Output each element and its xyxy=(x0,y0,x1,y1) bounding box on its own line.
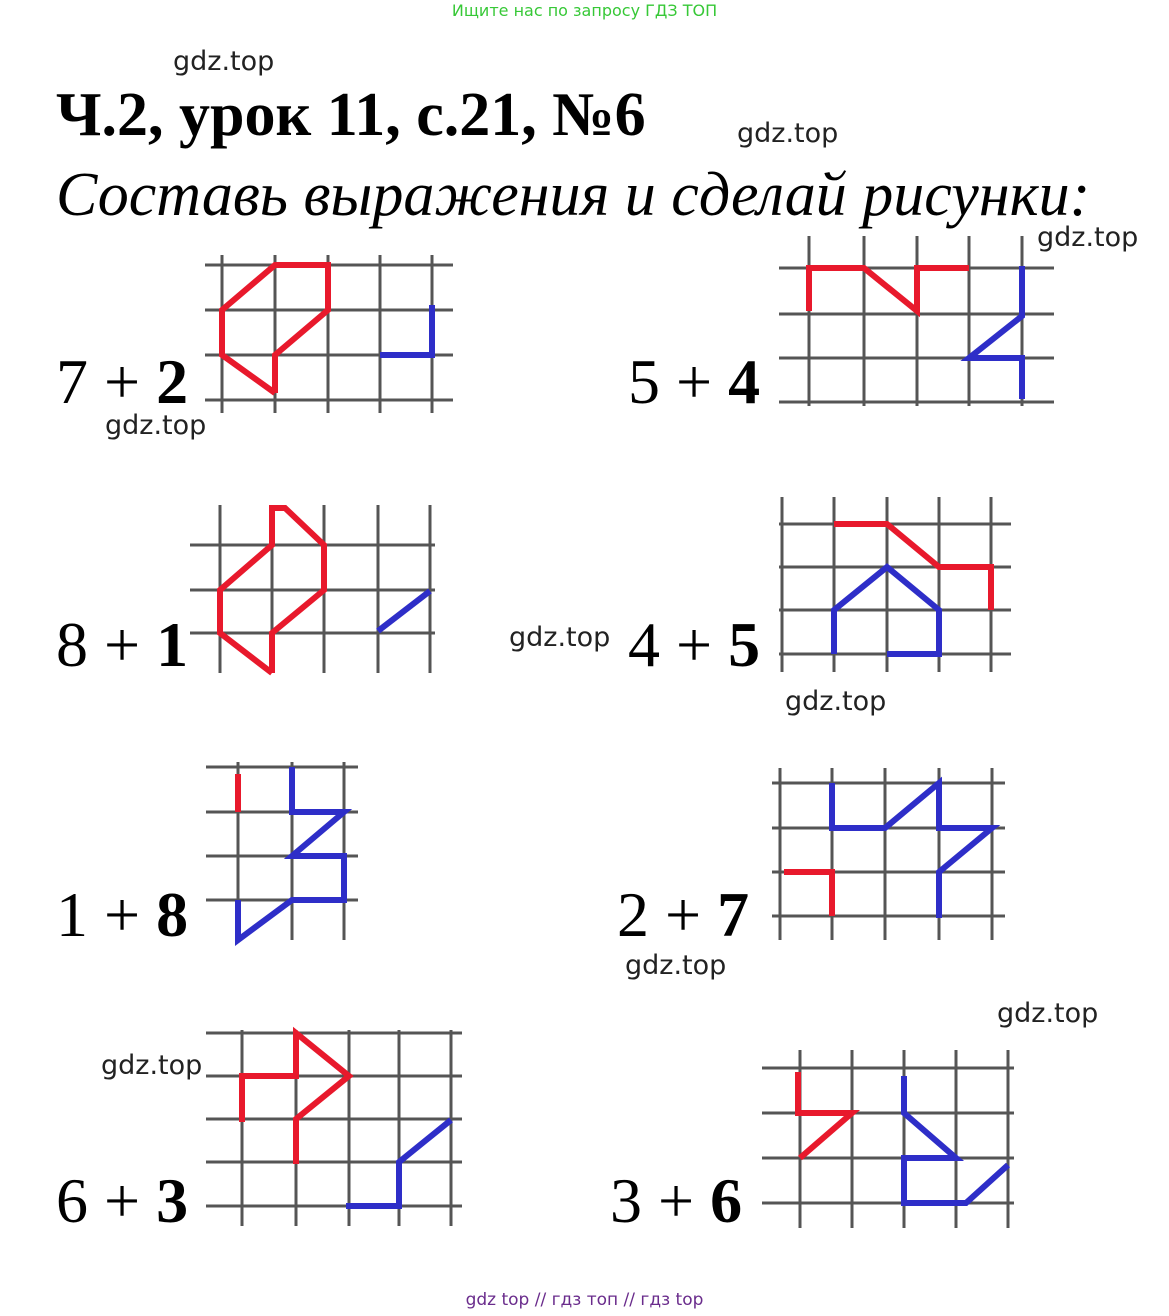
footer-links[interactable]: gdz top // гдз топ // гдз top xyxy=(465,1290,704,1310)
grid-drawing-8 xyxy=(762,1050,1014,1228)
watermark: gdz.top xyxy=(625,950,727,981)
expression-1: 7 + 2 xyxy=(56,346,189,417)
expression-2: 5 + 4 xyxy=(628,346,761,417)
watermark: gdz.top xyxy=(105,410,207,441)
grid-drawing-5 xyxy=(206,762,358,940)
watermark: gdz.top xyxy=(785,686,887,717)
grid-drawing-3 xyxy=(190,505,435,673)
watermark: gdz.top xyxy=(509,622,611,653)
watermark: gdz.top xyxy=(101,1050,203,1081)
top-banner[interactable]: Ищите нас по запросу ГДЗ ТОП xyxy=(451,1,718,20)
watermark: gdz.top xyxy=(173,46,275,77)
grid-drawing-1 xyxy=(205,255,453,413)
expression-6: 2 + 7 xyxy=(617,879,750,950)
page-title: Ч.2, урок 11, с.21, №6 xyxy=(56,81,646,149)
grid-drawing-6 xyxy=(772,768,1005,940)
watermark: gdz.top xyxy=(997,998,1099,1029)
grid-drawing-7 xyxy=(206,1030,462,1226)
expression-7: 6 + 3 xyxy=(56,1165,189,1236)
task-instruction: Составь выражения и сделай рисунки: xyxy=(56,161,1091,229)
watermark: gdz.top xyxy=(737,118,839,149)
grid-drawing-4 xyxy=(779,497,1011,672)
expression-4: 4 + 5 xyxy=(628,609,761,680)
watermark: gdz.top xyxy=(1037,222,1139,253)
expression-3: 8 + 1 xyxy=(56,609,189,680)
grid-drawing-2 xyxy=(779,236,1054,406)
expression-8: 3 + 6 xyxy=(610,1165,743,1236)
expression-5: 1 + 8 xyxy=(56,879,189,950)
